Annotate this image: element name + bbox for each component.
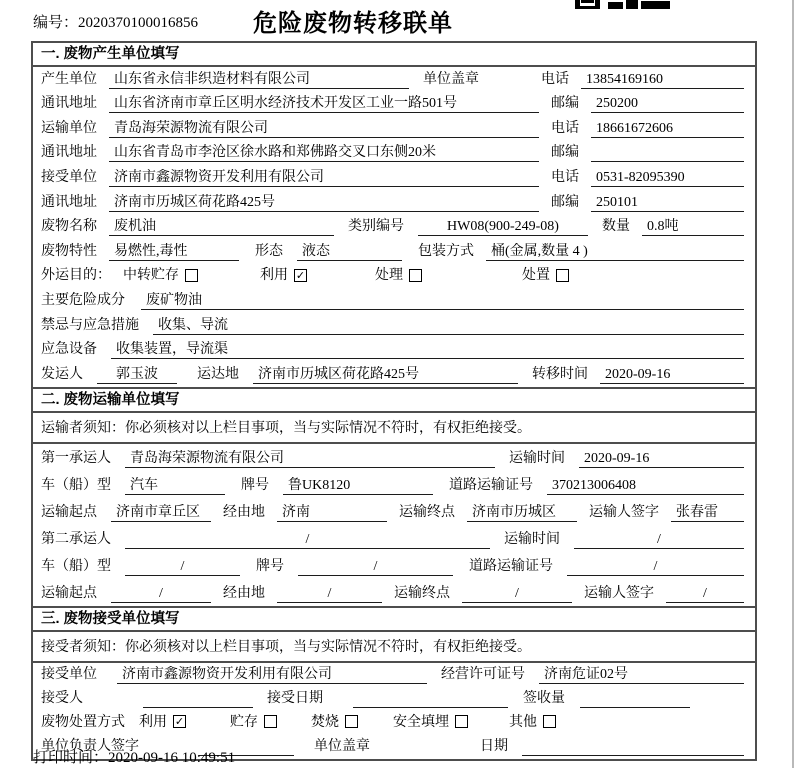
end2-value: / [462, 585, 572, 603]
receive-unit-label: 接受单位 [41, 666, 97, 682]
row-producer-address [33, 92, 755, 117]
receiver-phone-value: 0531-82095390 [591, 169, 744, 187]
disposal-method-label: 废物处置方式 [41, 714, 125, 730]
carrier2-value: / [125, 531, 490, 549]
category-no-label: 类别编号 [348, 219, 404, 235]
emergency-equipment-label: 应急设备 [41, 342, 97, 358]
origin2-value: / [111, 585, 211, 603]
waste-name-value: 废机油 [109, 218, 334, 236]
checkbox-disposal-incinerate [311, 714, 358, 732]
consignor-value: 郭玉波 [97, 366, 177, 384]
row-transport-address [33, 141, 755, 166]
producer-phone-value: 13854169160 [581, 71, 744, 89]
page-title: 危险废物转移联单 [253, 10, 453, 37]
checkbox-utilize-label: 利用 [260, 268, 288, 284]
row-contraindication [33, 313, 755, 338]
end2-label: 运输终点 [394, 585, 450, 601]
characteristics-value: 易燃性,毒性 [109, 243, 239, 261]
receiver-notice: 接受者须知：你必须核对以上栏目事项，当与实际情况不符时，有权拒绝接受。 [33, 632, 755, 663]
received-amount-label: 签收量 [523, 690, 565, 706]
checkbox-treat-label: 处理 [375, 268, 403, 284]
contraindication-label: 禁忌与应急措施 [41, 317, 139, 333]
sign2-value: / [666, 585, 744, 603]
producer-address-value: 山东省济南市章丘区明水经济技术开发区工业一路501号 [109, 95, 539, 113]
row-transfer-purpose [33, 264, 755, 289]
consignor-label: 发运人 [41, 366, 83, 382]
receiver-address-value: 济南市历城区荷花路425号 [109, 194, 539, 212]
transport-date2-label: 运输时间 [504, 531, 560, 547]
row-consignor [33, 362, 755, 387]
transport-phone-value: 18661672606 [591, 120, 744, 138]
section3-header: 三. 废物接受单位填写 [33, 606, 755, 632]
checkbox-disposal-storage [230, 714, 277, 732]
checkbox-disposal-storage-box [264, 715, 277, 728]
checkbox-disposal-incinerate-box [345, 715, 358, 728]
checkbox-treat [375, 267, 422, 285]
destination-label: 运达地 [197, 366, 239, 382]
plate-no2-label: 牌号 [256, 558, 284, 574]
receiver-person-label: 接受人 [41, 690, 83, 706]
checkbox-disposal-landfill-box [455, 715, 468, 728]
main-hazard-value: 废矿物油 [141, 292, 744, 310]
origin1-value: 济南市章丘区 [111, 504, 211, 522]
checkbox-disposal-landfill-label: 安全填埋 [393, 714, 449, 730]
producer-address-label: 通讯地址 [41, 96, 97, 112]
transport-unit-value: 青岛海荣源物流有限公司 [109, 120, 539, 138]
received-amount-value [580, 690, 690, 708]
form-state-value: 液态 [297, 243, 402, 261]
row-vehicle2 [33, 552, 755, 579]
checkbox-disposal-utilize-label: 利用 [139, 714, 167, 730]
sign2-label: 运输人签字 [584, 585, 654, 601]
transfer-date-label: 转移时间 [532, 366, 588, 382]
via1-value: 济南 [277, 504, 387, 522]
quantity-label: 数量 [602, 219, 630, 235]
checkbox-disposal-other-label: 其他 [509, 714, 537, 730]
transfer-date-value: 2020-09-16 [600, 366, 744, 384]
producer-phone-label: 电话 [541, 71, 569, 87]
vehicle-type2-label: 车（船）型 [41, 558, 111, 574]
producer-unit-label: 产生单位 [41, 71, 97, 87]
producer-zip-label: 邮编 [551, 96, 579, 112]
carrier1-label: 第一承运人 [41, 450, 111, 466]
row-receiver-unit [33, 165, 755, 190]
carrier2-label: 第二承运人 [41, 531, 111, 547]
section-producer [33, 43, 755, 387]
characteristics-label: 废物特性 [41, 243, 97, 259]
transfer-manifest-form [31, 41, 757, 761]
checkbox-disposal-utilize-box [173, 715, 186, 728]
receiver-zip-label: 邮编 [551, 194, 579, 210]
contraindication-value: 收集、导流 [153, 317, 744, 335]
unit-seal2-label: 单位盖章 [314, 738, 370, 754]
sign-date-value [522, 738, 744, 756]
road-permit1-label: 道路运输证号 [449, 477, 533, 493]
receive-unit-value: 济南市鑫源物资开发利用有限公司 [117, 666, 427, 684]
origin2-label: 运输起点 [41, 585, 97, 601]
transport-date1-value: 2020-09-16 [579, 450, 744, 468]
packaging-value: 桶(金属,数量 4 ) [486, 243, 744, 261]
page-right-edge [792, 0, 794, 768]
road-permit2-label: 道路运输证号 [469, 558, 553, 574]
main-hazard-label: 主要危险成分 [41, 292, 125, 308]
section1-header: 一. 废物产生单位填写 [33, 43, 755, 67]
emergency-equipment-value: 收集装置，导流渠 [111, 341, 744, 359]
waste-name-label: 废物名称 [41, 219, 97, 235]
row-receiver-address [33, 190, 755, 215]
receiver-phone-label: 电话 [551, 169, 579, 185]
checkbox-utilize-box [294, 269, 307, 282]
row-producer-unit [33, 67, 755, 92]
row-transport-unit [33, 116, 755, 141]
section-receiver [33, 606, 755, 759]
checkbox-disposal-other [509, 714, 556, 732]
producer-zip-value: 250200 [591, 95, 744, 113]
responsible-sign-label: 单位负责人签字 [41, 738, 139, 754]
row-receive-unit [33, 663, 755, 687]
via2-label: 经由地 [223, 585, 265, 601]
end1-label: 运输终点 [399, 504, 455, 520]
transport-phone-label: 电话 [551, 120, 579, 136]
plate-no1-value: 鲁UK8120 [283, 477, 433, 495]
print-time [33, 746, 235, 767]
serial-label: 编号： [33, 15, 79, 31]
via1-label: 经由地 [223, 504, 265, 520]
checkbox-dispose-label: 处置 [522, 268, 550, 284]
transporter-notice: 运输者须知：你必须核对以上栏目事项，当与实际情况不符时，有权拒绝接受。 [33, 413, 755, 444]
row-carrier2 [33, 525, 755, 552]
unit-seal-label: 单位盖章 [423, 71, 479, 87]
receiver-unit-label: 接受单位 [41, 169, 97, 185]
checkbox-disposal-utilize [139, 714, 186, 732]
receiver-address-label: 通讯地址 [41, 194, 97, 210]
transport-address-value: 山东省青岛市李沧区徐水路和郑佛路交叉口东侧20米 [109, 144, 539, 162]
license-no-value: 济南危证02号 [539, 666, 744, 684]
transport-zip-value [591, 144, 744, 162]
sign1-label: 运输人签字 [589, 504, 659, 520]
end1-value: 济南市历城区 [467, 504, 577, 522]
row-waste-characteristics [33, 239, 755, 264]
row-receiver-person [33, 687, 755, 711]
vehicle-type2-value: / [125, 558, 240, 576]
checkbox-transit-storage-label: 中转贮存 [123, 268, 179, 284]
checkbox-disposal-storage-label: 贮存 [230, 714, 258, 730]
receiver-unit-value: 济南市鑫源物资开发利用有限公司 [109, 169, 539, 187]
serial-value: 2020370100016856 [78, 15, 199, 31]
row-disposal-method [33, 711, 755, 735]
checkbox-transit-storage [123, 267, 198, 285]
print-time-label: 打印时间： [33, 750, 109, 766]
section2-header: 二. 废物运输单位填写 [33, 387, 755, 413]
receiver-zip-value: 250101 [591, 194, 744, 212]
quantity-value: 0.8吨 [642, 218, 744, 236]
row-main-hazard [33, 288, 755, 313]
road-permit2-value: / [567, 558, 744, 576]
row-emergency-equipment [33, 338, 755, 363]
section-transport [33, 387, 755, 606]
transport-unit-label: 运输单位 [41, 120, 97, 136]
row-route2 [33, 579, 755, 606]
road-permit1-value: 370213006408 [547, 477, 744, 495]
sign1-value: 张春雷 [671, 504, 744, 522]
receive-date-label: 接受日期 [267, 690, 323, 706]
checkbox-treat-box [409, 269, 422, 282]
receiver-person-value [143, 690, 253, 708]
print-time-value: 2020-09-16 10:49:51 [108, 750, 236, 766]
checkbox-dispose-box [556, 269, 569, 282]
checkbox-disposal-other-box [543, 715, 556, 728]
plate-no1-label: 牌号 [241, 477, 269, 493]
form-state-label: 形态 [255, 243, 283, 259]
destination-value: 济南市历城区荷花路425号 [253, 366, 518, 384]
category-no-value: HW08(900-249-08) [418, 218, 588, 236]
row-carrier1 [33, 444, 755, 471]
checkbox-dispose [522, 267, 569, 285]
receive-date-value [353, 690, 508, 708]
plate-no2-value: / [298, 558, 453, 576]
license-no-label: 经营许可证号 [441, 666, 525, 682]
transport-address-label: 通讯地址 [41, 145, 97, 161]
row-vehicle1 [33, 471, 755, 498]
vehicle-type1-value: 汽车 [125, 477, 225, 495]
sign-date-label: 日期 [480, 738, 508, 754]
transport-date2-value: / [574, 531, 744, 549]
row-waste-name [33, 215, 755, 240]
checkbox-disposal-incinerate-label: 焚烧 [311, 714, 339, 730]
purpose-label: 外运目的： [41, 268, 111, 284]
transport-date1-label: 运输时间 [509, 450, 565, 466]
checkbox-disposal-landfill [393, 714, 468, 732]
row-route1 [33, 498, 755, 525]
via2-value: / [277, 585, 382, 603]
clipped-stamp [575, 0, 670, 9]
vehicle-type1-label: 车（船）型 [41, 477, 111, 493]
checkbox-transit-storage-box [185, 269, 198, 282]
checkbox-utilize [260, 267, 307, 285]
packaging-label: 包装方式 [418, 243, 474, 259]
transport-zip-label: 邮编 [551, 145, 579, 161]
producer-unit-value: 山东省永信非织造材料有限公司 [109, 71, 409, 89]
carrier1-value: 青岛海荣源物流有限公司 [125, 450, 495, 468]
origin1-label: 运输起点 [41, 504, 97, 520]
